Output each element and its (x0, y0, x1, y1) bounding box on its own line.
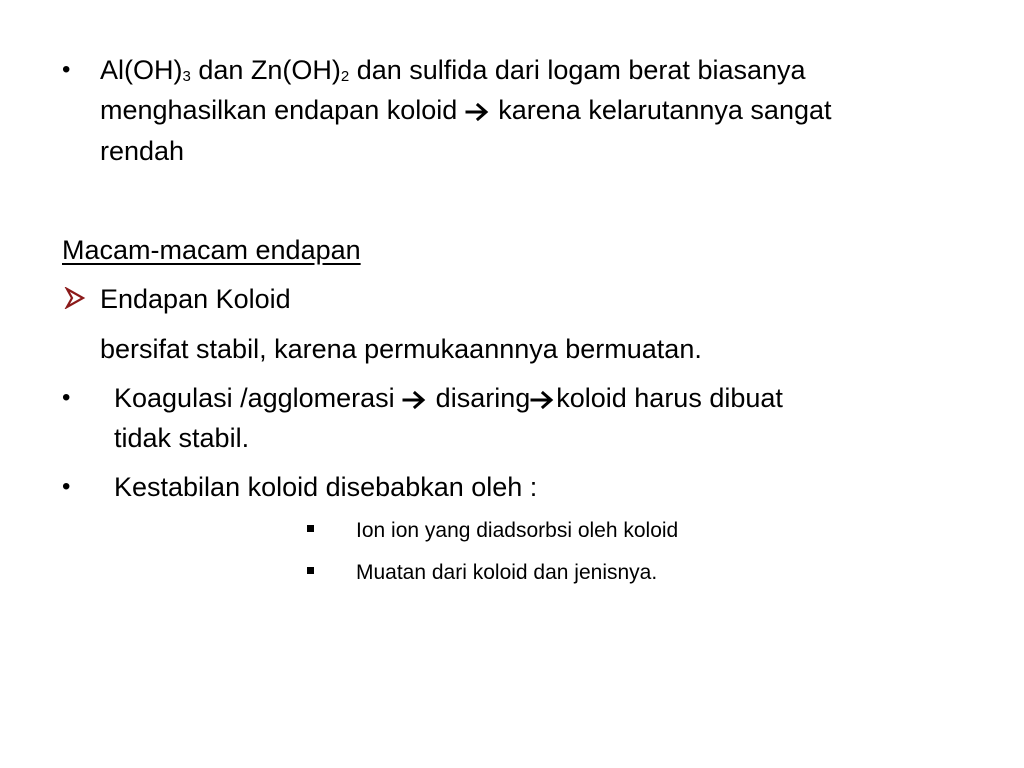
bullet-marker: • (62, 473, 71, 500)
sub-item: Muatan dari koloid dan jenisnya. (356, 561, 658, 584)
square-bullet-icon (307, 525, 314, 532)
formula-aloh: Al(OH) (100, 55, 183, 85)
subscript-2: 2 (340, 68, 350, 85)
right-arrow-icon (465, 101, 491, 123)
bullet1-text-part: karena kelarutannya sangat (490, 95, 832, 125)
formula-znoh: dan Zn(OH) (190, 55, 341, 85)
bullet1-line3: rendah (100, 136, 185, 166)
sub-item: Ion ion yang diadsorbsi oleh koloid (356, 519, 679, 542)
bullet1-text-part: menghasilkan endapan koloid (100, 95, 465, 125)
bullet3-text-part: koloid harus dibuat (556, 383, 783, 413)
square-bullet-icon (307, 567, 314, 574)
bullet1-line2 (100, 90, 832, 130)
bullet-marker: • (62, 56, 71, 83)
arrow-bullet-icon (64, 287, 86, 309)
bullet1-text: dan sulfida dari logam berat biasanya (349, 55, 806, 85)
bullet3-text-part: Koagulasi /agglomerasi (114, 383, 403, 413)
endapan-koloid-desc: bersifat stabil, karena permukaannnya bermuatan. (100, 334, 702, 364)
subscript-3: 3 (182, 68, 191, 85)
right-arrow-icon (402, 389, 428, 411)
section-heading: Macam-macam endapan (62, 235, 361, 265)
bullet3-line2: tidak stabil. (114, 423, 250, 453)
right-arrow-icon (530, 389, 556, 411)
endapan-koloid-label: Endapan Koloid (100, 284, 291, 314)
bullet3-text-part: disaring (428, 383, 531, 413)
bullet3-line1 (114, 378, 783, 418)
bullet4-text: Kestabilan koloid disebabkan oleh : (114, 472, 538, 502)
bullet-marker: • (62, 384, 71, 411)
